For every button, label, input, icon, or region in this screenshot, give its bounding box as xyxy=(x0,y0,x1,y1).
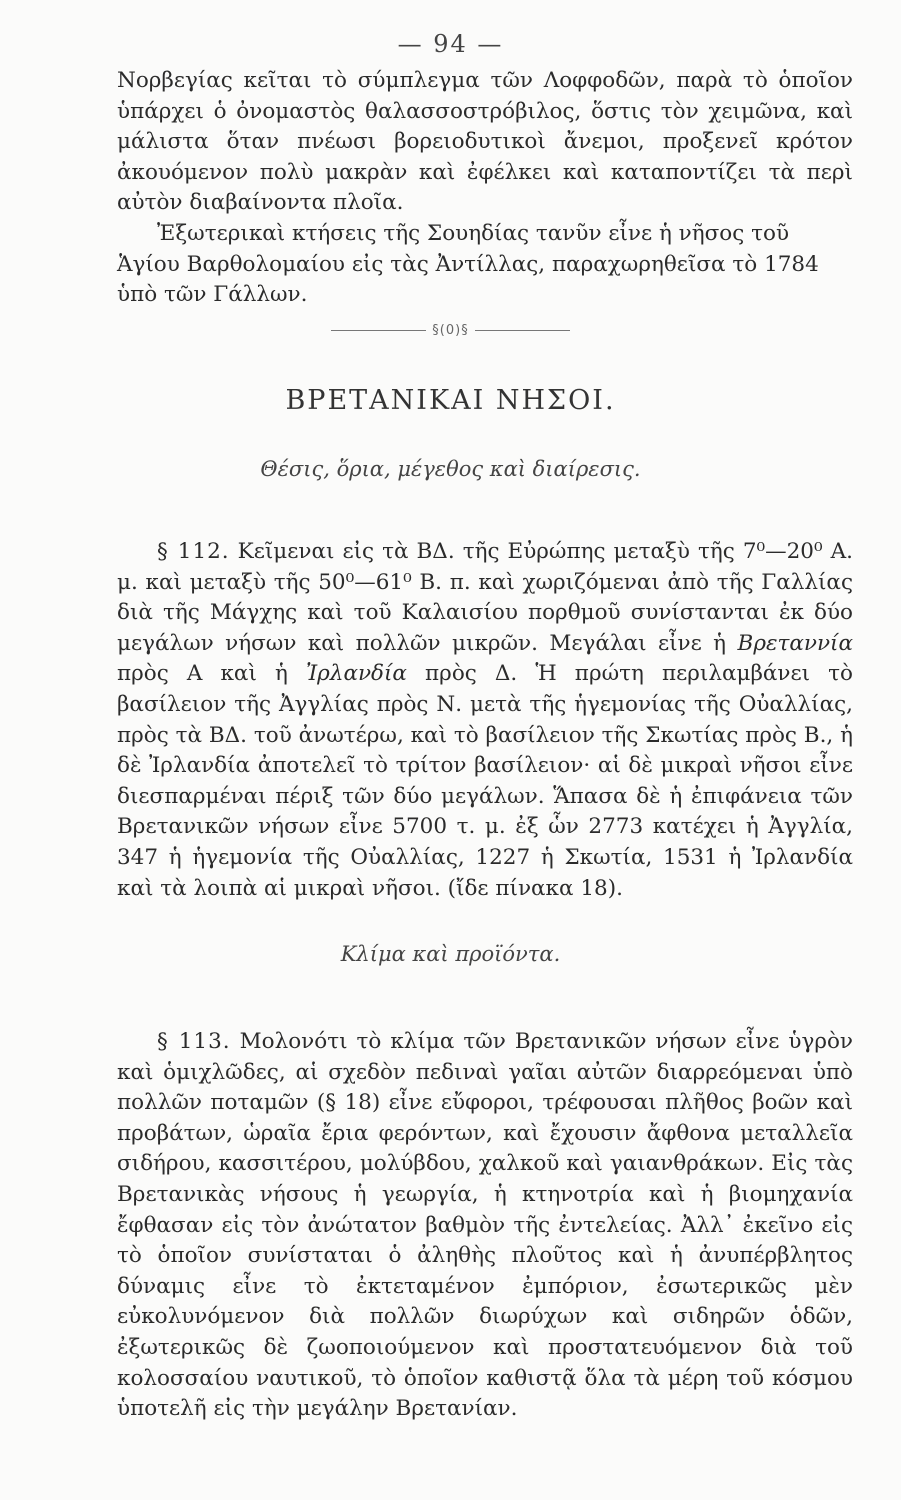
section-number-112: § 112. xyxy=(157,539,230,564)
section-112 xyxy=(117,537,853,904)
separator-rule-right xyxy=(475,330,570,331)
continued-text-block xyxy=(117,66,853,311)
term-ireland: Ἰρλανδία xyxy=(305,661,407,687)
paragraph-112 xyxy=(117,537,853,904)
paragraph-swedish-possessions: Ἐξωτερικαὶ κτήσεις τῆς Σουηδίας τανῦν εἶνε ἡ νῆσος τοῦ Ἁγίου Βαρθολομαίου εἰς τὰς Ἀντίλλας, παραχωρηθεῖσα τὸ 1784 ὑπὸ τῶν Γάλλων. xyxy=(117,220,819,308)
section-separator xyxy=(0,323,901,338)
paragraph-112-text-b: πρὸς Α καὶ ἡ xyxy=(117,661,288,687)
page-number: — 94 — xyxy=(397,30,504,58)
subheading-climate-products: Κλίμα καὶ προϊόντα. xyxy=(340,942,561,966)
section-113 xyxy=(117,1027,853,1425)
paragraph-112-text-a: Κεῖμεναι εἰς τὰ ΒΔ. τῆς Εὐρώπης μεταξὺ τῆς 7⁰—20⁰ Α. μ. καὶ μεταξὺ τῆς 50⁰—61⁰ Β. π. καὶ χωριζόμεναι ἀπὸ τῆς Γαλλίας διὰ τῆς Μάγχης καὶ τοῦ Καλαισίου πορθμοῦ συνίστανται ἐκ δύο μεγάλων νήσων καὶ πολλῶν μικρῶν. Μεγάλαι εἶνε ἡ xyxy=(117,539,853,656)
paragraph-112-text-c: πρὸς Δ. Ἡ πρώτη περιλαμβάνει τὸ βασίλειον τῆς Ἀγγλίας πρὸς Ν. μετὰ τῆς ἡγεμονίας τῆς Οὐαλλίας, πρὸς τὰ ΒΔ. τοῦ ἀνωτέρω, καὶ τὸ βασίλειον τῆς Σκωτίας πρὸς Β., ἡ δὲ Ἰρλανδία ἀποτελεῖ τὸ τρίτον βασίλειον· αἱ δὲ μικραὶ νῆσοι εἶνε διεσπαρμέναι πέριξ τῶν δύο μεγάλων. Ἅπασα δὲ ἡ ἐπιφάνεια τῶν Βρετανικῶν νήσων εἶνε 5700 τ. μ. ἐξ ὧν 2773 κατέχει ἡ Ἀγγλία, 347 ἡ ἡγεμονία τῆς Οὐαλλίας, 1227 ἡ Σκωτία, 1531 ἡ Ἰρλανδία καὶ τὰ λοιπὰ αἱ μικραὶ νῆσοι. (ἴδε πίνακα 18). xyxy=(117,661,853,901)
separator-ornament: §(0)§ xyxy=(432,323,469,338)
separator-rule-left xyxy=(331,330,426,331)
section-title: ΒΡΕΤΑΝΙΚΑΙ ΝΗΣΟΙ. xyxy=(285,385,616,416)
subheading-position-borders: Θέσις, ὅρια, μέγεθος καὶ διαίρεσις. xyxy=(260,457,641,481)
paragraph-113 xyxy=(117,1027,853,1425)
paragraph-113-text: Μολονότι τὸ κλίμα τῶν Βρετανικῶν νήσων εἶνε ὑγρὸν καὶ ὁμιχλῶδες, αἱ σχεδὸν πεδιναὶ γαῖαι αὐτῶν διαρρεόμεναι ὑπὸ πολλῶν ποταμῶν (§ 18) εἶνε εὔφοροι, τρέφουσαι πλῆθος βοῶν καὶ προβάτων, ὡραῖα ἔρια φερόντων, καὶ ἔχουσιν ἄφθονα μεταλλεῖα σιδήρου, κασσιτέρου, μολύβδου, χαλκοῦ καὶ γαιανθράκων. Εἰς τὰς Βρετανικὰς νήσους ἡ γεωργία, ἡ κτηνοτρία καὶ ἡ βιομηχανία ἔφθασαν εἰς τὸν ἀνώτατον βαθμὸν τῆς ἐντελείας. Ἀλλ᾽ ἐκεῖνο εἰς τὸ ὁποῖον συνίσταται ὁ ἀληθὴς πλοῦτος καὶ ἡ ἀνυπέρβλητος δύναμις εἶνε τὸ ἐκτεταμένον ἐμπόριον, ἐσωτερικῶς μὲν εὐκολυνόμενον διὰ πολλῶν διωρύχων καὶ σιδηρῶν ὁδῶν, ἐξωτερικῶς δὲ ζωοποιούμενον καὶ προστατευόμενον διὰ τοῦ κολοσσαίου ναυτικοῦ, τὸ ὁποῖον καθιστᾷ ὅλα τὰ μέρη τοῦ κόσμου ὑποτελῆ εἰς τὴν μεγάλην Βρετανίαν. xyxy=(117,1029,853,1422)
term-britannia: Βρεταννία xyxy=(737,630,853,656)
paragraph-lofoten: Νορβεγίας κεῖται τὸ σύμπλεγμα τῶν Λοφφοδῶν, παρὰ τὸ ὁποῖον ὑπάρχει ὁ ὀνομαστὸς θαλασσοστρόβιλος, ὅστις τὸν χειμῶνα, καὶ μάλιστα ὅταν πνέωσι βορειοδυτικοὶ ἄνεμοι, προξενεῖ κρότον ἀκουόμενον πολὺ μακρὰν καὶ ἐφέλκει καὶ καταποντίζει τὰ περὶ αὐτὸν διαβαίνοντα πλοῖα. xyxy=(117,68,853,216)
section-number-113: § 113. xyxy=(157,1029,231,1054)
